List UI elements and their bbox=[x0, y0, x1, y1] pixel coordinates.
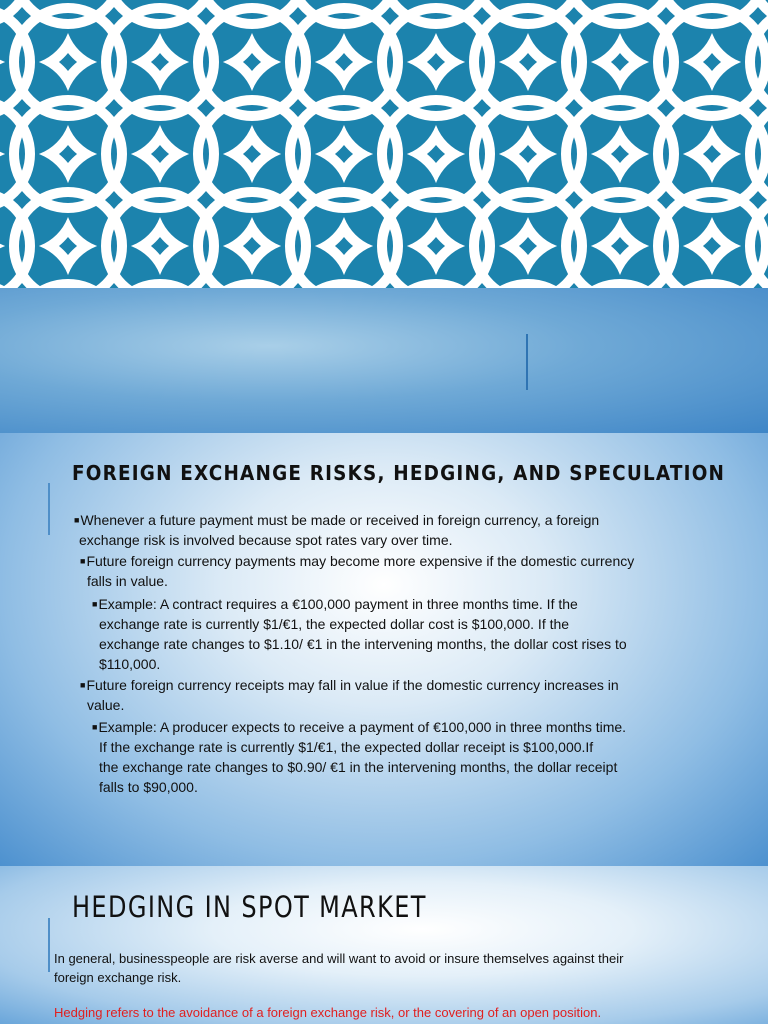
title-band bbox=[0, 288, 768, 433]
title-slide bbox=[0, 0, 768, 433]
bullet-l2: ■Future foreign currency payments may become more expensive if the domestic currency falls in value. bbox=[80, 553, 635, 589]
bullet-text: falls to $90,000. bbox=[99, 779, 198, 795]
bullet-text: Example: A contract requires a €100,000 payment in three months time. If the bbox=[98, 596, 578, 612]
slide-heading: HEDGING IN SPOT MARKET bbox=[72, 890, 427, 924]
title-divider-line bbox=[526, 334, 528, 390]
bullet-text: falls in value. bbox=[87, 573, 168, 589]
bullet-text: exchange risk is involved because spot rates vary over time. bbox=[79, 532, 453, 548]
bullet-text: value. bbox=[87, 697, 125, 713]
bullet-l3: ■Example: A contract requires a €100,000 payment in three months time. If the exchange rate is currently $1/€1, the expected dollar cost is $100,000. If the exchange rate changes to $1.10/ €1 in the intervening months, the dollar cost rises to $110,000. bbox=[92, 596, 627, 672]
bullet-l1: ■Whenever a future payment must be made or received in foreign currency, a foreign exchange risk is involved because spot rates vary over time. bbox=[74, 512, 600, 548]
bullet-text: If the exchange rate is currently $1/€1, the expected dollar receipt is $100,000.If bbox=[99, 739, 594, 755]
paragraph-line: foreign exchange risk. bbox=[54, 970, 182, 985]
paragraph-line: In general, businesspeople are risk averse and will want to avoid or insure themselves against their bbox=[54, 951, 624, 966]
content-slide-spot-market bbox=[0, 866, 768, 1024]
slide-heading: FOREIGN EXCHANGE RISKS, HEDGING, AND SPECULATION bbox=[72, 461, 726, 485]
paragraph bbox=[54, 949, 623, 987]
bullet-text: Example: A producer expects to receive a payment of €100,000 in three months time. bbox=[98, 719, 627, 735]
bullet-text: Future foreign currency receipts may fall in value if the domestic currency increases in bbox=[86, 677, 619, 693]
bullet-text: the exchange rate changes to $0.90/ €1 in the intervening months, the dollar receipt bbox=[99, 759, 618, 775]
bullet-l3: ■Example: A producer expects to receive a payment of €100,000 in three months time. If the exchange rate is currently $1/€1, the expected dollar receipt is $100,000.If the exchange rate changes to $0.90/ €1 in the intervening months, the dollar receipt falls to $90,000. bbox=[92, 719, 627, 795]
bullet-text: exchange rate is currently $1/€1, the expected dollar cost is $100,000. If the bbox=[99, 616, 570, 632]
hedging-definition: Hedging refers to the avoidance of a foreign exchange risk, or the covering of an open position. bbox=[54, 1005, 602, 1020]
bullet-text: Future foreign currency payments may become more expensive if the domestic currency bbox=[86, 553, 635, 569]
bullet-l2: ■Future foreign currency receipts may fall in value if the domestic currency increases in value. bbox=[80, 677, 619, 713]
bullet-text: Whenever a future payment must be made or received in foreign currency, a foreign bbox=[80, 512, 600, 528]
accent-line bbox=[48, 918, 50, 972]
bullet-text: exchange rate changes to $1.10/ €1 in the intervening months, the dollar cost rises to bbox=[99, 636, 627, 652]
decorative-pattern bbox=[0, 0, 768, 288]
accent-line bbox=[48, 483, 50, 535]
bullet-text: $110,000. bbox=[99, 656, 161, 672]
interlocking-rings-pattern bbox=[0, 0, 768, 288]
content-slide-risks bbox=[0, 433, 768, 866]
